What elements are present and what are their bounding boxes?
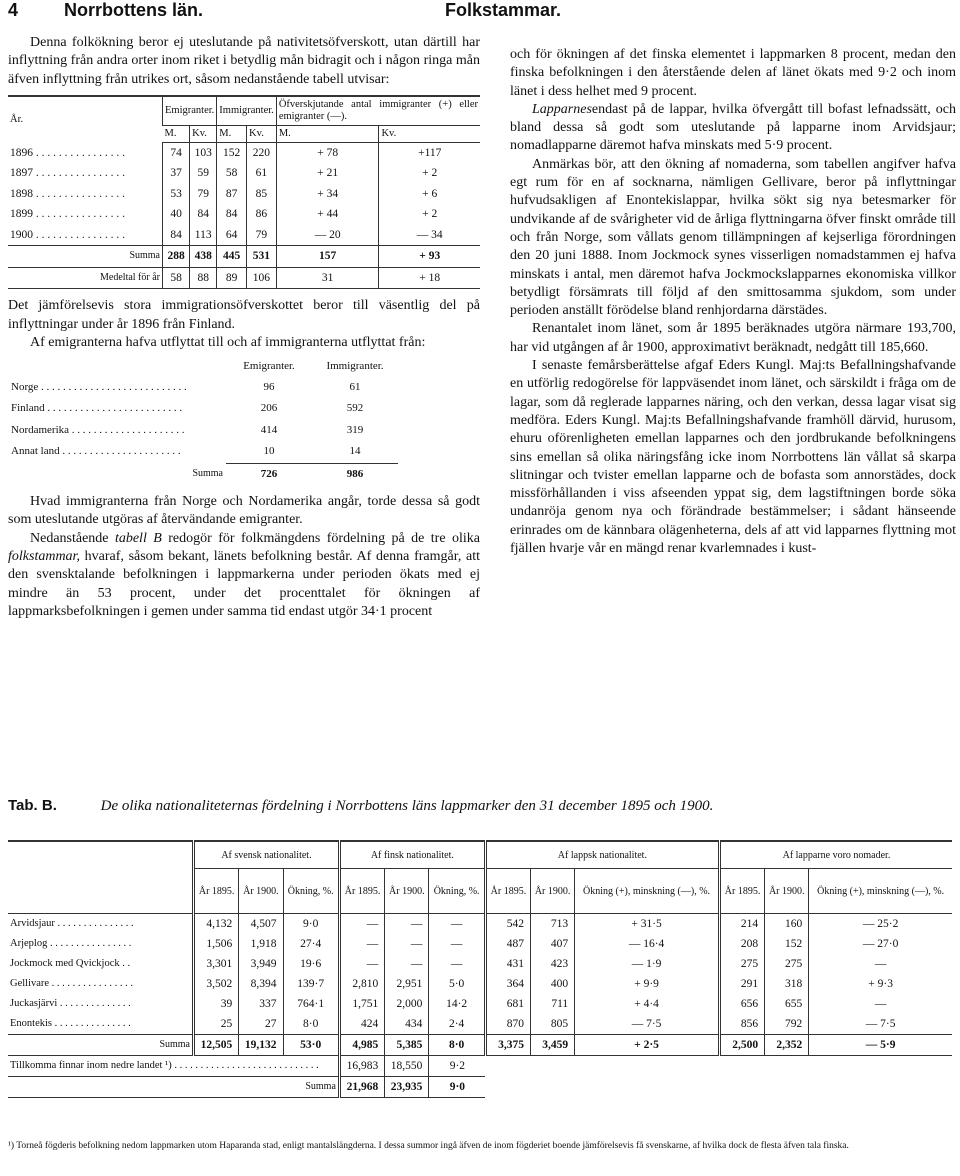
th-sub: Ökning, %. (283, 869, 339, 914)
parish-name: Jockmock med Qvickjock . . (10, 958, 131, 969)
cell: 19,132 (239, 1035, 283, 1056)
country: Annat land . . . . . . . . . . . . . . . . . . . . . . (11, 445, 181, 458)
cell: 438 (190, 246, 217, 268)
lower-region-row (8, 1056, 952, 1077)
th-sub: År 1900. (385, 869, 429, 914)
cell: — 5·9 (809, 1035, 952, 1056)
cell: 445 (217, 246, 247, 268)
cell: 487 (485, 934, 530, 954)
th-sub: År 1895. (339, 869, 384, 914)
cell: 856 (719, 1014, 764, 1035)
cell: 318 (765, 974, 809, 994)
nationality-table-wrap (8, 840, 952, 1098)
cell: 431 (485, 954, 530, 974)
table-row (8, 377, 398, 399)
cell: 542 (485, 914, 530, 935)
cell: 2,810 (339, 974, 384, 994)
th-sub: År 1895. (485, 869, 530, 914)
cell: 85 (247, 184, 277, 205)
cell: 89 (217, 267, 247, 289)
cell: 592 (346, 402, 364, 415)
cell: 986 (346, 467, 364, 480)
country: Nordamerika . . . . . . . . . . . . . . . . . . . . . (11, 423, 185, 436)
cell: — (429, 954, 485, 974)
th-sub: År 1895. (194, 869, 239, 914)
cell: — (339, 934, 384, 954)
cell: 21,968 (339, 1077, 384, 1098)
cell: 3,375 (485, 1035, 530, 1056)
cell: 53·0 (283, 1035, 339, 1056)
cell: 139·7 (283, 974, 339, 994)
cell: 5,385 (385, 1035, 429, 1056)
cell: 792 (765, 1014, 809, 1035)
cell: — (429, 934, 485, 954)
cell: + 9·3 (809, 974, 952, 994)
table-row (8, 441, 398, 463)
table-row (8, 225, 480, 246)
cell: — 20 (276, 225, 379, 246)
paragraph-3: Af emigranterna hafva utflyttat till och af immigranterna utflyttat från: (30, 334, 426, 350)
cell: 208 (719, 934, 764, 954)
cell: 319 (346, 423, 364, 436)
table-b-caption (8, 797, 952, 815)
cell: 2,951 (385, 974, 429, 994)
cell: + 31·5 (575, 914, 720, 935)
cell: 14·2 (429, 994, 485, 1014)
cell: 1,918 (239, 934, 283, 954)
cell: 74 (163, 142, 190, 163)
cell: 3,949 (239, 954, 283, 974)
cell: 96 (263, 380, 275, 393)
cell: 8·0 (429, 1035, 485, 1056)
th-blank (8, 841, 194, 914)
cell: 160 (765, 914, 809, 935)
cell: 288 (163, 246, 190, 268)
cell: 84 (190, 204, 217, 225)
th-year: År. (8, 96, 163, 143)
cell: 27·4 (283, 934, 339, 954)
th-emigrants: Emigranter. (243, 360, 295, 373)
th-group: Af finsk nationalitet. (339, 841, 485, 869)
cell: + 6 (379, 184, 480, 205)
cell: +117 (379, 142, 480, 163)
cell: 531 (247, 246, 277, 268)
text: Nedanstående (30, 530, 115, 546)
cell: 9·0 (429, 1077, 485, 1098)
cell: + 44 (276, 204, 379, 225)
text-italic: folkstammar, (8, 548, 80, 564)
cell: + 93 (379, 246, 480, 268)
cell: 3,459 (531, 1035, 575, 1056)
cell: 9·0 (283, 914, 339, 935)
sum-row (8, 463, 398, 485)
row-year: 1897 . . . . . . . . . . . . . . . . (10, 167, 125, 180)
footnote (8, 1140, 952, 1152)
cell: 2,500 (719, 1035, 764, 1056)
cell: 10 (226, 441, 312, 463)
cell: 656 (719, 994, 764, 1014)
paragraph-2: Det jämförelsevis stora immigrationsöfverskottet beror till väsentlig del på inflyttningar under år 1896 från Finland. (8, 298, 480, 332)
th-immigrants: Immigranter. (217, 96, 277, 126)
cell: 713 (531, 914, 575, 935)
cell: — 7·5 (575, 1014, 720, 1035)
cell: 2,352 (765, 1035, 809, 1056)
cell: + 2 (379, 204, 480, 225)
th-sub: M. (163, 125, 190, 142)
cell: 407 (531, 934, 575, 954)
table-row (8, 398, 398, 420)
blank (485, 1056, 952, 1077)
cell: 27 (239, 1014, 283, 1035)
cell: + 34 (276, 184, 379, 205)
table-row (8, 163, 480, 184)
lower-region-label: Tillkomma finnar inom nedre landet ¹) . . . . . . . . . . . . . . . . . . . . . . . . . . . . (8, 1056, 339, 1077)
row-year: 1898 . . . . . . . . . . . . . . . . (10, 187, 125, 200)
cell: 152 (765, 934, 809, 954)
sum2-label: Summa (8, 1077, 339, 1098)
cell: + 4·4 (575, 994, 720, 1014)
paragraph-5 (8, 530, 480, 621)
th-group: Af svensk nationalitet. (194, 841, 340, 869)
cell: 16,983 (339, 1056, 384, 1077)
table-row (8, 184, 480, 205)
table-row (8, 974, 952, 994)
cell: 400 (531, 974, 575, 994)
text: redogör för folkmängdens fördelning på de tre olika (161, 530, 480, 546)
blank (485, 1077, 952, 1098)
cell: 86 (247, 204, 277, 225)
cell: 4,507 (239, 914, 283, 935)
cell: 88 (190, 267, 217, 289)
cell: 424 (339, 1014, 384, 1035)
parish-name: Enontekis . . . . . . . . . . . . . . . (10, 1018, 131, 1029)
migration-table (8, 95, 480, 290)
cell: — (809, 954, 952, 974)
cell: — 34 (379, 225, 480, 246)
th-immigrants: Immigranter. (326, 360, 384, 373)
th-sub: År 1900. (765, 869, 809, 914)
destinations-table (8, 356, 398, 485)
cell: 275 (719, 954, 764, 974)
cell: 53 (163, 184, 190, 205)
cell: — (339, 954, 384, 974)
cell: 23,935 (385, 1077, 429, 1098)
avg-label: Medeltal för år (8, 267, 163, 289)
parish-name: Arvidsjaur . . . . . . . . . . . . . . . (10, 918, 134, 929)
left-column (8, 34, 480, 621)
cell: 364 (485, 974, 530, 994)
cell: 87 (217, 184, 247, 205)
cell: 681 (485, 994, 530, 1014)
region-title: Norrbottens län. (64, 0, 204, 20)
cell: 805 (531, 1014, 575, 1035)
cell: 9·2 (429, 1056, 485, 1077)
cell: 3,301 (194, 954, 239, 974)
cell: 40 (163, 204, 190, 225)
cell: 423 (531, 954, 575, 974)
cell: 206 (260, 402, 278, 415)
cell: — 25·2 (809, 914, 952, 935)
parish-name: Arjeplog . . . . . . . . . . . . . . . . (10, 938, 132, 949)
cell: 1,751 (339, 994, 384, 1014)
cell: 12,505 (194, 1035, 239, 1056)
th-sub: Ökning (+), minskning (—), %. (809, 869, 952, 914)
cell: — 16·4 (575, 934, 720, 954)
cell: 79 (190, 184, 217, 205)
cell: — 27·0 (809, 934, 952, 954)
cell: + 2·5 (575, 1035, 720, 1056)
th-group: Af lappsk nationalitet. (485, 841, 719, 869)
cell: + 78 (276, 142, 379, 163)
cell: 37 (163, 163, 190, 184)
parish-name: Gellivare . . . . . . . . . . . . . . . . (10, 978, 134, 989)
sum-row (8, 1035, 952, 1056)
cell: 275 (765, 954, 809, 974)
th-sub: Ökning (+), minskning (—), %. (575, 869, 720, 914)
text: hvaraf, såsom bekant, länets befolkning består. Af denna framgår, att den svensktalande befolkningen i lappmarkerna under perioden ökats med ej mindre än 53 procent, under det procenttalet för ökningen af lappmarksbefolkningen i gemen under samma tid endast utgör 34·1 procent (8, 548, 480, 619)
cell: 79 (247, 225, 277, 246)
cell: 434 (385, 1014, 429, 1035)
r-paragraph-5: I senaste femårsberättelse afgaf Eders Kungl. Maj:ts Befallningshafvande en utförlig redogörelse för lappväsendet inom länet, och särskildt i fråga om de lagar, som då reglerade lapparnes näring, och den verkan, dessa lagar visat sig medföra. Eders Kungl. Maj:ts Befallningshafvande framhöll därvid, hurusom, ehuru oförenligheten emellan lapparnes och den jordbrukande befolkningens sins emellan så olika näringsfång icke inom Norrbottens län vållat så skarpa slitningar och tvister emellan lapparne och de bofasta som annorstädes, dock missförhållanden i viss afseenden yppat sig, dem lagstiftningen borde söka undanröja genom nya och förändrade bestämmelser; i sådant hänseende erinrades om de kännbara olägenheterna, dels af att vid lapparnes flyttning mot fjällen hvarje vår en mängd renar kvarlemnades i kust- (510, 358, 956, 557)
row-year: 1899 . . . . . . . . . . . . . . . . (10, 208, 125, 221)
cell: 726 (260, 467, 278, 480)
cell: 31 (276, 267, 379, 289)
cell: 64 (217, 225, 247, 246)
cell: + 2 (379, 163, 480, 184)
th-net: Öfverskjutande antal immigranter (+) eller emigranter (—). (276, 96, 480, 126)
cell: 870 (485, 1014, 530, 1035)
cell: — (385, 954, 429, 974)
cell: 4,985 (339, 1035, 384, 1056)
sum-label: Summa (8, 1035, 194, 1056)
cell: 14 (312, 441, 398, 463)
cell: 103 (190, 142, 217, 163)
table-row (8, 954, 952, 974)
th-sub: M. (276, 125, 379, 142)
table-row (8, 142, 480, 163)
table-row (8, 994, 952, 1014)
table-row (8, 914, 952, 935)
cell: 8·0 (283, 1014, 339, 1035)
country: Norge . . . . . . . . . . . . . . . . . . . . . . . . . . . (11, 380, 187, 393)
table-row (8, 934, 952, 954)
row-year: 1900 . . . . . . . . . . . . . . . . (10, 228, 125, 241)
cell: 18,550 (385, 1056, 429, 1077)
cell: 337 (239, 994, 283, 1014)
table-b-label: Tab. B. (8, 797, 57, 814)
nationality-table (8, 840, 952, 1098)
cell: — (339, 914, 384, 935)
th-sub: År 1900. (239, 869, 283, 914)
text: endast på de lappar, hvilka öfvergått till bofast lefnadssätt, och bland dessa så godt som uteslutande på lapparne inom Arvidsjaur; nomadlapparne däremot hafva minskats med 5·9 procent. (510, 101, 956, 154)
r-paragraph-1: och för ökningen af det finska elementet i lappmarken 8 procent, medan den finska befolkningen i den återstående delen af länet ökats med 9·2 och inom länet i dess helhet med 9 procent. (510, 47, 956, 99)
cell: 61 (247, 163, 277, 184)
cell: 113 (190, 225, 217, 246)
cell: + 9·9 (575, 974, 720, 994)
sum-label: Summa (8, 246, 163, 268)
page-header (8, 0, 952, 22)
r-paragraph-4: Renantalet inom länet, som år 1895 beräknades utgöra närmare 193,700, har vid utgången af år 1900, approximativt beräknadt, nedgått till 185,660. (510, 321, 956, 355)
page-number: 4 (8, 0, 19, 20)
cell: 3,502 (194, 974, 239, 994)
section-title: Folkstammar. (445, 0, 562, 20)
cell: 157 (276, 246, 379, 268)
cell: 25 (194, 1014, 239, 1035)
text-italic: tabell B (114, 530, 162, 546)
text-italic: Lapparnes (532, 101, 592, 117)
right-column (510, 46, 956, 558)
sum-row (8, 246, 480, 268)
table-row (8, 1014, 952, 1035)
cell: 2·4 (429, 1014, 485, 1035)
cell: 19·6 (283, 954, 339, 974)
th-sub: Kv. (190, 125, 217, 142)
cell: 414 (260, 423, 278, 436)
th-emigrants: Emigranter. (163, 96, 217, 126)
cell: 106 (247, 267, 277, 289)
r-paragraph-2 (510, 101, 956, 156)
cell: 220 (247, 142, 277, 163)
cell: — (385, 934, 429, 954)
sum2-row (8, 1077, 952, 1098)
cell: — 1·9 (575, 954, 720, 974)
intro-paragraph: Denna folkökning beror ej uteslutande på nativitetsöfverskott, utan därtill har inflyttning från andra orter inom riket i betydlig mån bidragit och i någon ringa mån äfven inflyttning från utrikes ort, såsom nedanstående tabell utvisar: (8, 35, 480, 87)
cell: — (809, 994, 952, 1014)
cell: 58 (217, 163, 247, 184)
th-sub: Kv. (247, 125, 277, 142)
cell: 655 (765, 994, 809, 1014)
cell: + 18 (379, 267, 480, 289)
cell: 39 (194, 994, 239, 1014)
cell: 152 (217, 142, 247, 163)
th-sub: Kv. (379, 125, 480, 142)
cell: 58 (163, 267, 190, 289)
avg-row (8, 267, 480, 289)
cell: 84 (217, 204, 247, 225)
th-group: Af lapparne voro nomader. (719, 841, 952, 869)
cell: 8,394 (239, 974, 283, 994)
cell: 4,132 (194, 914, 239, 935)
table-row (8, 420, 398, 442)
parish-name: Juckasjärvi . . . . . . . . . . . . . . (10, 998, 131, 1009)
cell: — (429, 914, 485, 935)
cell: 2,000 (385, 994, 429, 1014)
row-year: 1896 . . . . . . . . . . . . . . . . (10, 146, 125, 159)
country: Finland . . . . . . . . . . . . . . . . . . . . . . . . . (11, 402, 183, 415)
cell: + 21 (276, 163, 379, 184)
cell: — (385, 914, 429, 935)
cell: 59 (190, 163, 217, 184)
r-paragraph-3: Anmärkas bör, att den ökning af nomaderna, som tabellen angifver hafva egt rum för en af socknarna, nämligen Gellivare, beror på inflyttningar hufvudsakligen af Enontekislappar, hvilka sökt sig nya betesmarker för undvikande af de svårigheter vid de årliga flyttningarna öfver finskt område till och från Norge, som vållats genom tillämpningen af kejserliga förordningen den 20 juni 1888. Inom Jockmock synes visserligen nomadstammen ej hafva minskats i antal, men däremot hafva Jockmockslapparnes ekonomiska villkor betydligt försämrats till följd af den smittosamma sjukdom, som under perioden anställt förödelse bland renhjordarna därstädes. (510, 156, 956, 319)
paragraph-4: Hvad immigranterna från Norge och Nordamerika angår, torde dessa så godt som uteslutande utgöras af återvändande emigranter. (8, 494, 480, 528)
cell: 764·1 (283, 994, 339, 1014)
th-sub: År 1895. (719, 869, 764, 914)
table-b-title: De olika nationaliteternas fördelning i Norrbottens läns lappmarker den 31 december 1895 och 1900. (100, 798, 714, 814)
cell: 84 (163, 225, 190, 246)
footnote-text: ¹) Torneå fögderis befolkning nedom lappmarken utom Haparanda stad, enligt mantalslängderna. I dessa summor ingå äfven de inom fögderiet boende jämförelsevis få svenskarne, af hvilka dock de flesta äfven tala finska. (8, 1141, 849, 1151)
th-sub: År 1900. (531, 869, 575, 914)
cell: 61 (349, 380, 361, 393)
sum-label: Summa (192, 468, 223, 480)
table-row (8, 204, 480, 225)
cell: 5·0 (429, 974, 485, 994)
cell: 711 (531, 994, 575, 1014)
th-sub: M. (217, 125, 247, 142)
cell: 214 (719, 914, 764, 935)
cell: 1,506 (194, 934, 239, 954)
cell: 291 (719, 974, 764, 994)
th-sub: Ökning, %. (429, 869, 485, 914)
cell: — 7·5 (809, 1014, 952, 1035)
